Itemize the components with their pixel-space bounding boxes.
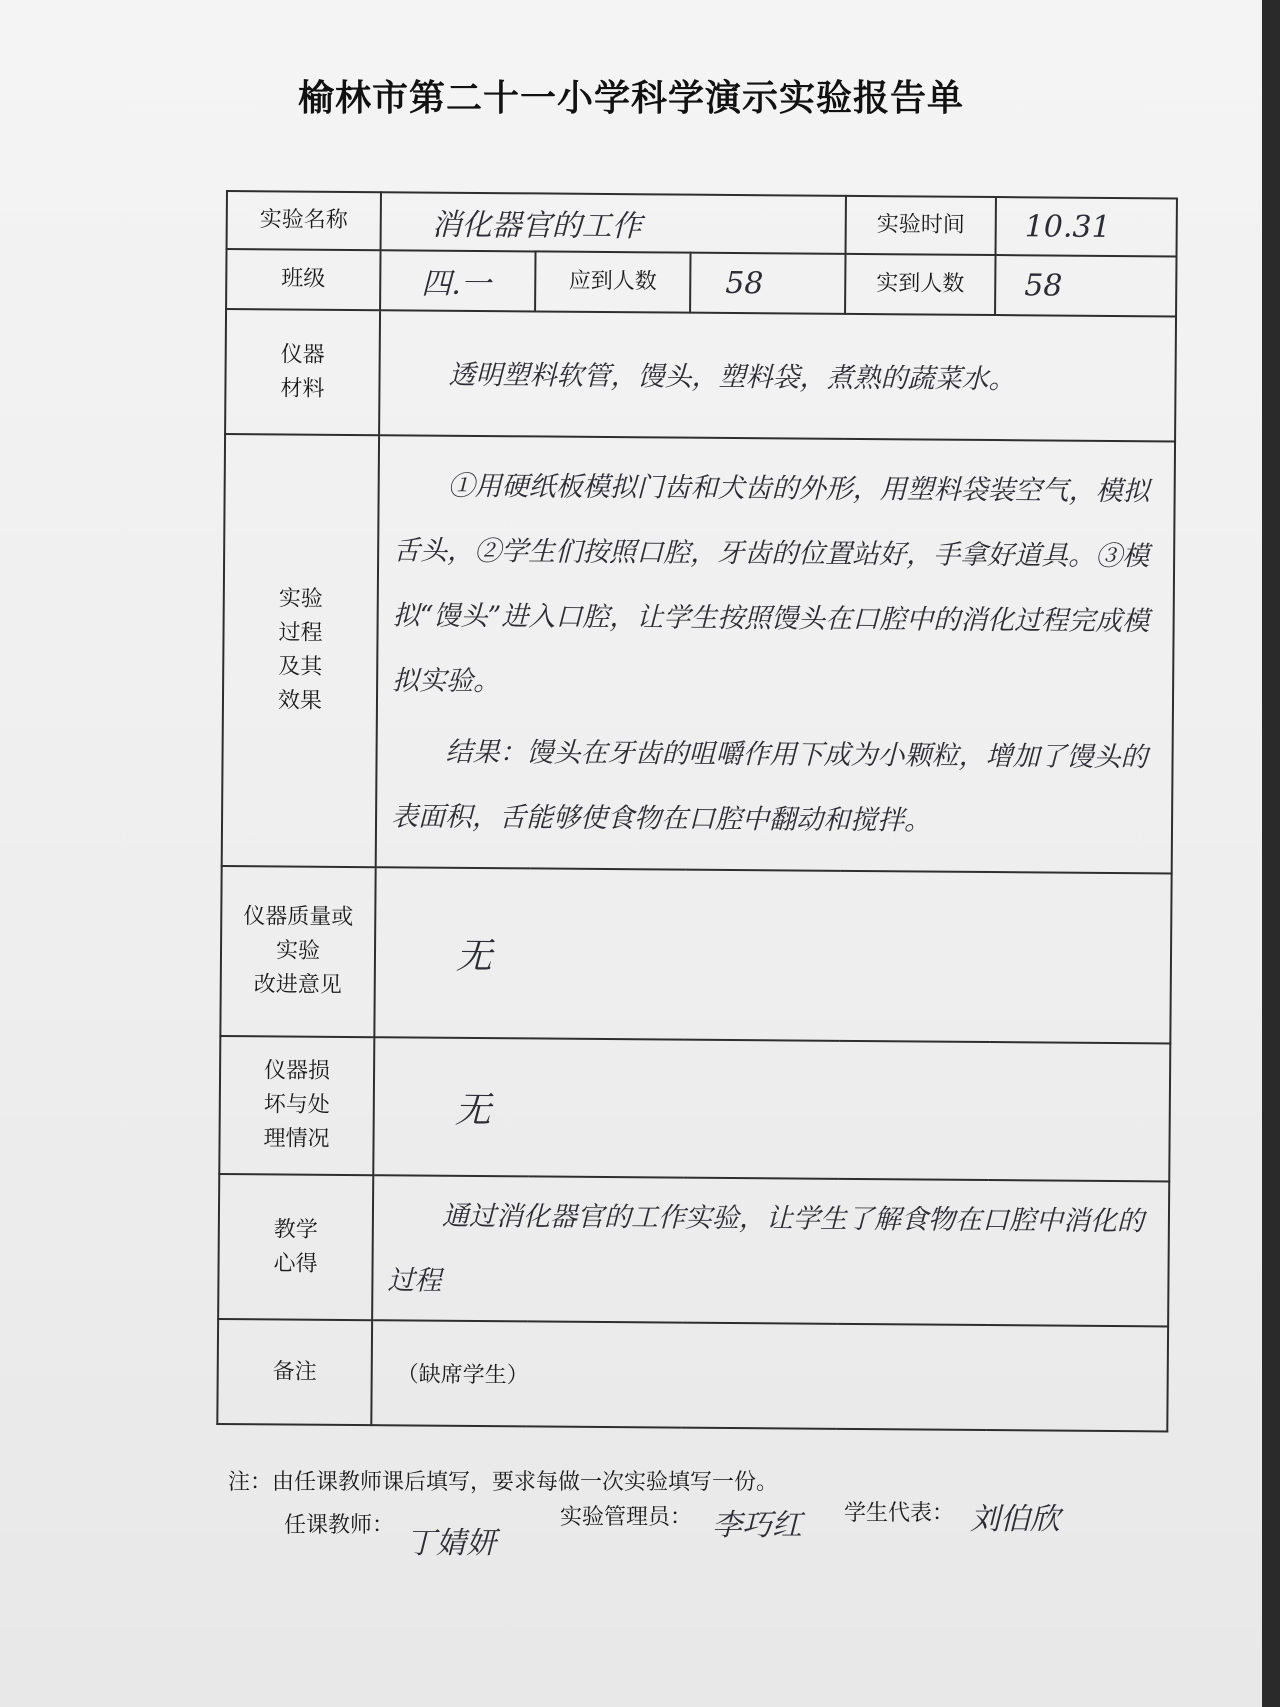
admin-signature: 李巧红 (712, 1508, 802, 1543)
class-label: 班级 (226, 249, 380, 310)
expected-count-label: 应到人数 (535, 251, 690, 312)
experiment-name-label: 实验名称 (227, 191, 381, 250)
actual-count-label: 实到人数 (845, 254, 995, 315)
student-rep-signature: 刘伯欣 (970, 1502, 1060, 1537)
teacher-signature: 丁婧妍 (406, 1526, 496, 1561)
expected-count-value: 58 (690, 253, 845, 314)
materials-label: 仪器 材料 (225, 309, 380, 435)
student-rep-label: 学生代表： (844, 1501, 955, 1526)
process-value (376, 435, 1175, 873)
process-result: 结果：馒头在牙齿的咀嚼作用下成为小颗粒，增加了馒头的表面积，舌能够使食物在口腔中翻动和搅拌。 (390, 736, 1148, 837)
teacher-label: 任课教师： (284, 1513, 395, 1538)
footer-note: 注：由任课教师课后填写，要求每做一次实验填写一份。 (228, 1470, 779, 1495)
admin-label: 实验管理员： (560, 1505, 693, 1530)
remarks-value: （缺席学生） (371, 1320, 1168, 1431)
class-value: 四.一 (380, 250, 535, 311)
damage-label: 仪器损 坏与处 理情况 (219, 1036, 374, 1175)
process-label: 实验 过程 及其 效果 (222, 434, 379, 867)
actual-count-value: 58 (995, 255, 1176, 316)
damage-value: 无 (373, 1037, 1170, 1181)
materials-value: 透明塑料软管，馒头，塑料袋，煮熟的蔬菜水。 (379, 310, 1176, 441)
quality-value: 无 (374, 867, 1171, 1043)
experiment-time-label: 实验时间 (846, 196, 996, 255)
experiment-name-value: 消化器官的工作 (381, 192, 846, 254)
quality-label: 仪器质量或 实验 改进意见 (220, 866, 375, 1037)
reflection-label: 教学 心得 (218, 1174, 373, 1320)
experiment-time-value: 10.31 (996, 197, 1177, 256)
reflection-value: 通过消化器官的工作实验，让学生了解食物在口腔中消化的过程 (372, 1175, 1169, 1326)
process-steps: ①用硬纸板模拟门齿和犬齿的外形，用塑料袋装空气，模拟舌头，②学生们按照口腔，牙齿的位置站好，手拿好道具。③模拟“馒头”进入口腔，让学生按照馒头在口腔中的消化过程完成模拟实验。 (392, 470, 1150, 698)
report-table (216, 190, 1178, 1432)
remarks-label: 备注 (217, 1319, 372, 1425)
page-title: 榆林市第二十一小学科学演示实验报告单 (297, 78, 964, 119)
